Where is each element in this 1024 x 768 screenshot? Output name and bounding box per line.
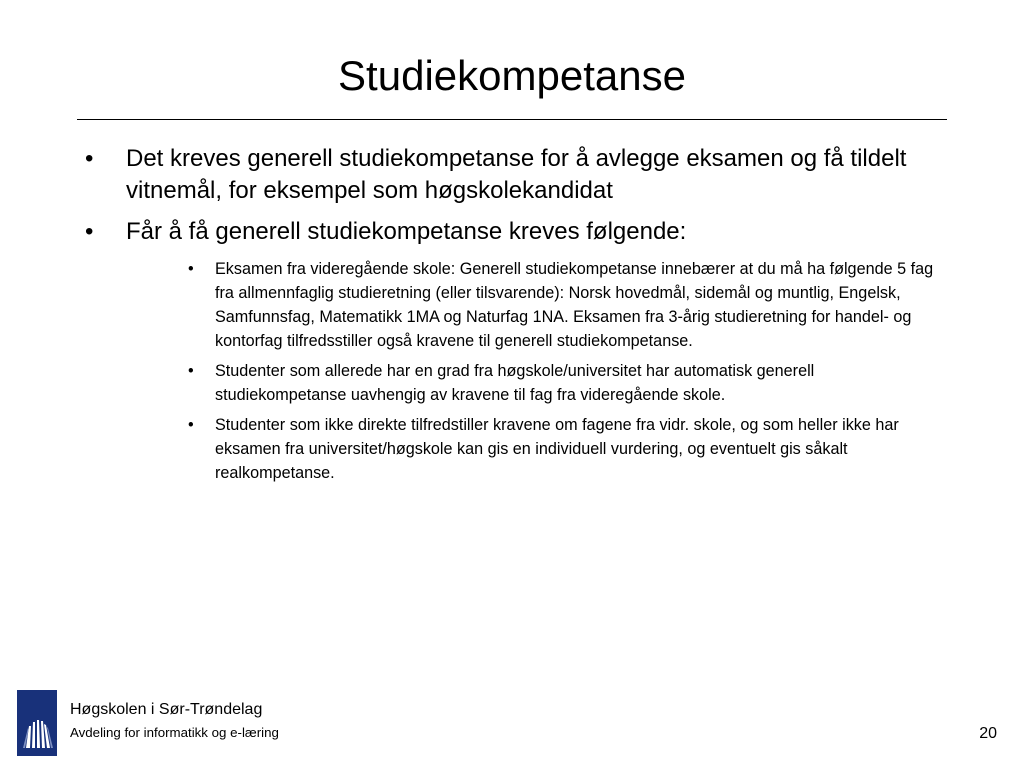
bullet-text: Får å få generell studiekompetanse kreves følgende:	[126, 218, 687, 245]
sub-bullet-item	[185, 257, 945, 353]
sub-bullet-marker: •	[188, 260, 194, 278]
slide-content	[85, 143, 945, 491]
sub-bullet-marker: •	[188, 362, 194, 380]
bullet-text: Det kreves generell studiekompetanse for å avlegge eksamen og få tildelt vitnemål, for eksempel som høgskolekandidat	[126, 145, 907, 204]
bullet-item	[85, 216, 945, 248]
sub-bullet-marker: •	[188, 416, 194, 434]
title-divider	[77, 119, 947, 120]
page-number: 20	[979, 725, 997, 742]
sub-bullet-item	[185, 413, 945, 485]
sub-bullet-list	[185, 257, 945, 485]
sub-bullet-item	[185, 359, 945, 407]
footer-organization: Høgskolen i Sør-Trøndelag	[70, 701, 263, 718]
hist-logo-icon	[17, 690, 57, 756]
sub-bullet-text: Eksamen fra videregående skole: Generell studiekompetanse innebærer at du må ha følgende 5 fag fra allmennfaglig studieretning (eller tilsvarende): Norsk hovedmål, sidemål og muntlig, Engelsk, Samfunnsfag, Matematikk 1MA og Naturfag 1NA. Eksamen fra 3-årig studieretning for handel- og kontorfag tilfredsstiller også kravene til generell studiekompetanse.	[215, 260, 934, 350]
sub-bullet-text: Studenter som allerede har en grad fra høgskole/universitet har automatisk generell studiekompetanse uavhengig av kravene til fag fra videregående skole.	[215, 362, 815, 404]
sub-bullet-text: Studenter som ikke direkte tilfredstiller kravene om fagene fra vidr. skole, og som heller ikke har eksamen fra universitet/høgskole kan gis en individuell vurdering, og eventuelt gis såkalt realkompetanse.	[215, 416, 899, 482]
bullet-marker: •	[85, 218, 94, 245]
hist-logo-graphic	[17, 690, 57, 756]
bullet-marker: •	[85, 145, 94, 172]
bullet-item	[85, 143, 945, 207]
slide-title: Studiekompetanse	[338, 52, 686, 99]
footer-department: Avdeling for informatikk og e-læring	[70, 725, 279, 740]
